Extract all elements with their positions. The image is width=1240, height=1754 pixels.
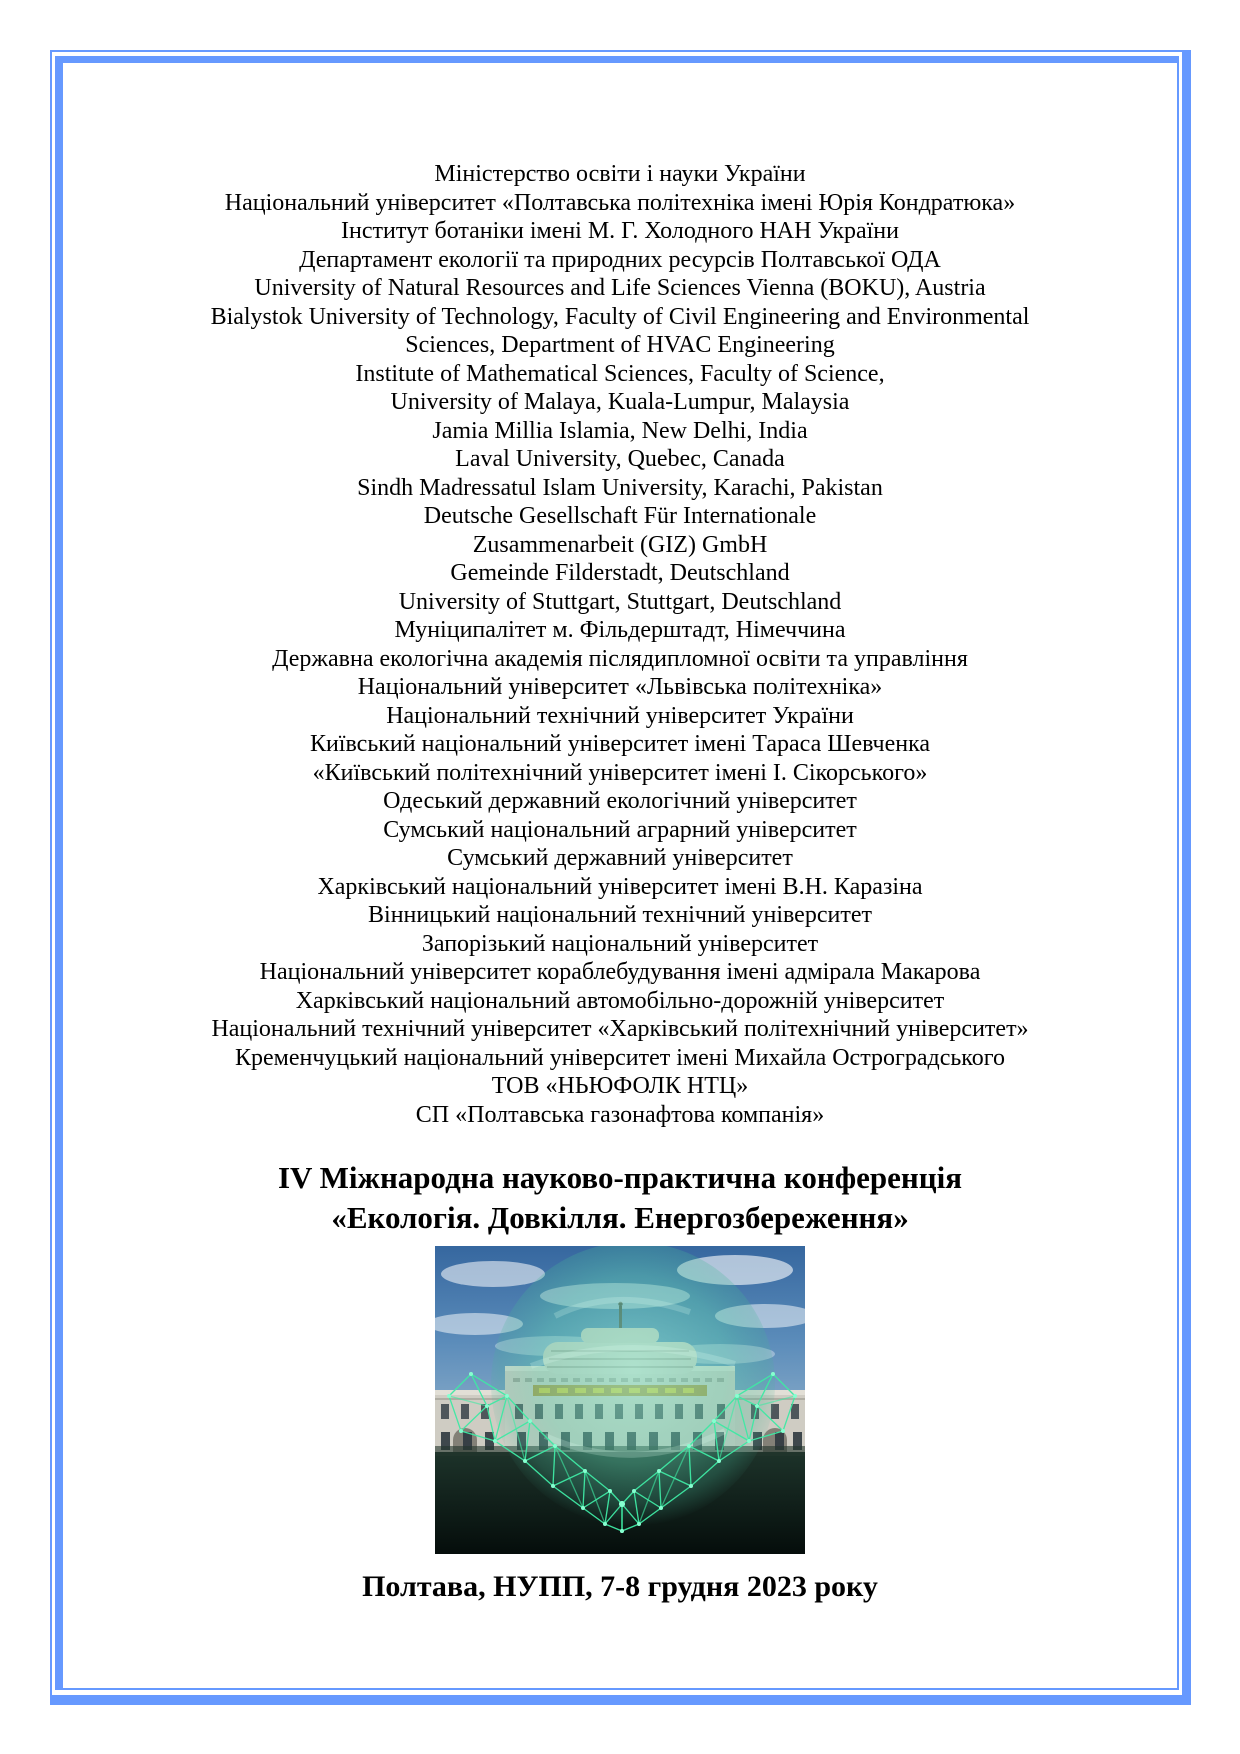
organization-line: «Київський політехнічний університет імені І. Сікорського»	[312, 759, 928, 786]
organization-line: Bialystok University of Technology, Faculty of Civil Engineering and Environmental	[210, 303, 1030, 330]
organization-line: University of Malaya, Kuala-Lumpur, Malaysia	[390, 389, 850, 415]
page-content	[70, 63, 1170, 1688]
organization-line: Сумський національний аграрний університет	[383, 816, 857, 843]
organization-line: Департамент екології та природних ресурсів Полтавської ОДА	[299, 246, 941, 273]
organization-line: University of Stuttgart, Stuttgart, Deutschland	[398, 588, 842, 615]
conference-title-line1: IV Міжнародна науково-практична конференція	[277, 1160, 963, 1195]
organization-line: Міністерство освіти і науки України	[434, 161, 806, 187]
organization-line: Інститут ботаніки імені М. Г. Холодного НАН України	[341, 218, 899, 244]
organization-line: Харківський національний автомобільно-дорожній університет	[295, 987, 945, 1014]
organization-line: Харківський національний університет імені В.Н. Каразіна	[317, 873, 923, 900]
footer-caption: Полтава, НУПП, 7-8 грудня 2023 року	[362, 1570, 878, 1603]
organization-line: Національний технічний університет України	[386, 702, 854, 729]
organization-line: Sindh Madressatul Islam University, Karachi, Pakistan	[357, 474, 883, 501]
organization-line: Zusammenarbeit (GIZ) GmbH	[472, 531, 768, 558]
organization-line: University of Natural Resources and Life Sciences Vienna (BOKU), Austria	[254, 275, 986, 301]
organization-line: Gemeinde Filderstadt, Deutschland	[450, 560, 790, 586]
conference-title-line2: «Екологія. Довкілля. Енергозбереження»	[331, 1200, 909, 1235]
organization-line: Національний технічний університет «Харківський політехнічний університет»	[211, 1016, 1029, 1042]
building-globe-hands-image	[435, 1246, 805, 1554]
organization-line: Deutsche Gesellschaft Für Internationale	[423, 503, 817, 529]
organization-line: Sciences, Department of HVAC Engineering	[405, 332, 835, 358]
organization-line: Вінницький національний технічний університет	[368, 902, 872, 928]
organization-line: Jamia Millia Islamia, New Delhi, India	[432, 417, 808, 444]
organization-line: Кременчуцький національний університет імені Михайла Остроградського	[235, 1044, 1005, 1071]
organization-line: ТОВ «НЬЮФОЛК НТЦ»	[491, 1073, 749, 1099]
organization-line: Національний університет «Львівська політехніка»	[357, 674, 883, 700]
organization-line: Національний університет «Полтавська політехніка імені Юрія Кондратюка»	[224, 189, 1016, 216]
organization-line: Муніципалітет м. Фільдерштадт, Німеччина	[394, 617, 846, 643]
organization-line: СП «Полтавська газонафтова компанія»	[415, 1101, 825, 1128]
organization-line: Національний університет кораблебудування імені адмірала Макарова	[259, 959, 981, 985]
organization-line: Запорізький національний університет	[421, 930, 819, 957]
conference-title	[70, 1158, 1170, 1238]
conference-illustration	[70, 1246, 1170, 1554]
organization-line: Одеський державний екологічний університет	[383, 788, 857, 814]
organization-line: Київський національний університет імені Тараса Шевченка	[309, 731, 931, 757]
organization-line: Institute of Mathematical Sciences, Faculty of Science,	[355, 360, 885, 387]
organization-line: Сумський державний університет	[447, 845, 793, 871]
organizations-list	[70, 63, 1170, 1129]
organization-line: Державна екологічна академія післядипломної освіти та управління	[272, 645, 968, 672]
organization-line: Laval University, Quebec, Canada	[455, 446, 785, 472]
